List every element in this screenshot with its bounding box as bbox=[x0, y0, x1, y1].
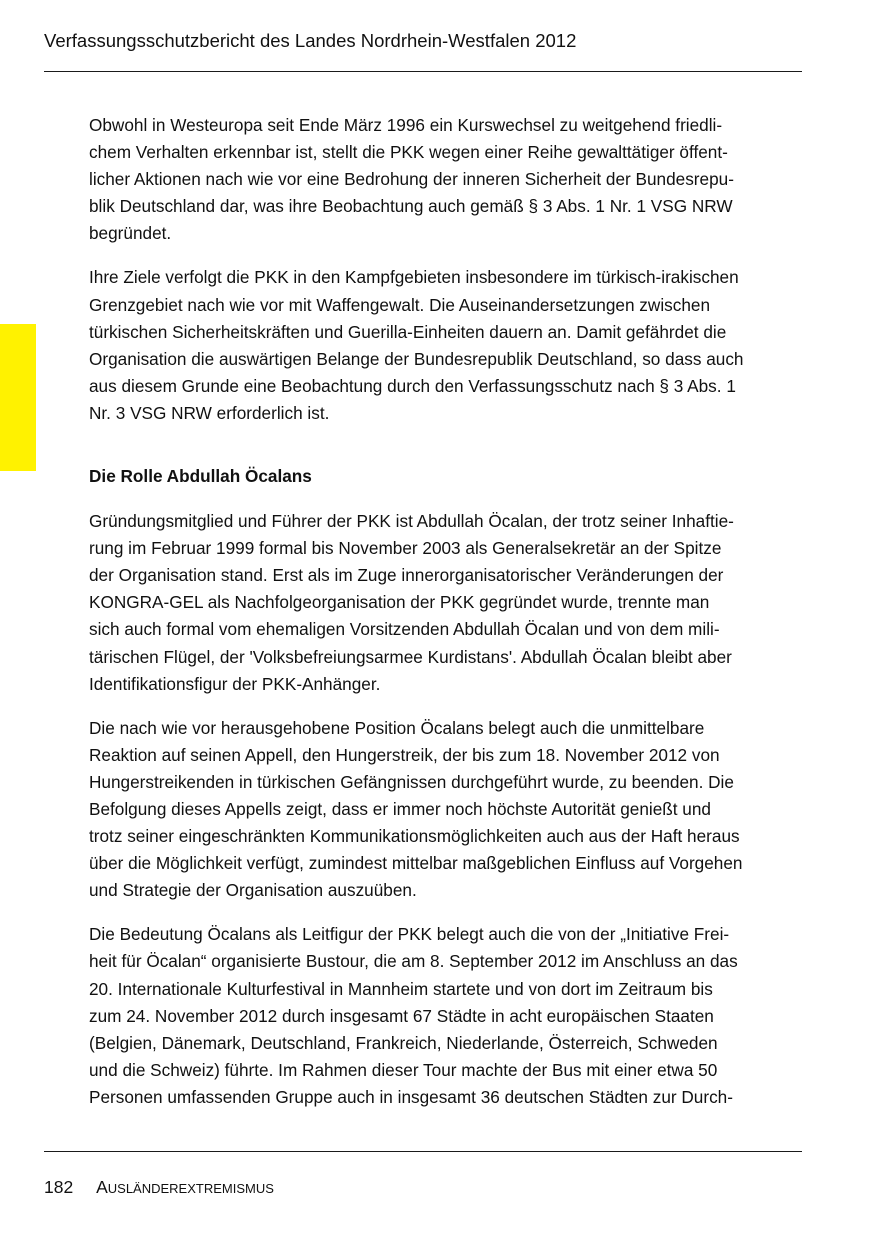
text-line: der Organisation stand. Erst als im Zuge innerorganisatorischer Veränderungen der bbox=[89, 565, 724, 586]
chapter-name bbox=[96, 1175, 274, 1201]
text-line: Die Bedeutung Öcalans als Leitfigur der PKK belegt auch die von der „Initiative Frei- bbox=[89, 924, 730, 945]
chapter-margin-marker bbox=[0, 324, 36, 471]
text-line: (Belgien, Dänemark, Deutschland, Frankreich, Niederlande, Österreich, Schweden bbox=[89, 1032, 718, 1053]
text-line: aus diesem Grunde eine Beobachtung durch den Verfassungsschutz nach § 3 Abs. 1 bbox=[89, 375, 736, 396]
text-line: Die nach wie vor herausgehobene Position Öcalans belegt auch die unmittelbare bbox=[89, 717, 705, 738]
page-number: 182 bbox=[44, 1177, 74, 1197]
text-line: über die Möglichkeit verfügt, zumindest mittelbar maßgeblichen Einfluss auf Vorgehen bbox=[89, 853, 743, 874]
running-header-title: Verfassungsschutzbericht des Landes Nordrhein-Westfalen 2012 bbox=[44, 30, 577, 51]
chapter-name-rest: USLÄNDEREXTREMISMUS bbox=[107, 1181, 274, 1196]
text-line: Hungerstreikenden in türkischen Gefängnissen durchgeführt wurde, zu beenden. Die bbox=[89, 771, 734, 792]
text-line: rung im Februar 1999 formal bis November 2003 als Generalsekretär an der Spitze bbox=[89, 538, 722, 559]
paragraph bbox=[89, 112, 803, 247]
paragraph bbox=[89, 921, 803, 1111]
text-line: Personen umfassenden Gruppe auch in insgesamt 36 deutschen Städten zur Durch- bbox=[89, 1086, 733, 1107]
text-line: Nr. 3 VSG NRW erforderlich ist. bbox=[89, 402, 330, 423]
text-line: heit für Öcalan“ organisierte Bustour, die am 8. September 2012 im Anschluss an das bbox=[89, 951, 738, 972]
text-line: Reaktion auf seinen Appell, den Hungerstreik, der bis zum 18. November 2012 von bbox=[89, 744, 720, 765]
text-line: begründet. bbox=[89, 223, 172, 244]
text-line: zum 24. November 2012 durch insgesamt 67 Städte in acht europäischen Staaten bbox=[89, 1005, 714, 1026]
text-line: und Strategie der Organisation auszuüben. bbox=[89, 880, 417, 901]
section-heading: Die Rolle Abdullah Öcalans bbox=[89, 466, 312, 487]
text-line: Ihre Ziele verfolgt die PKK in den Kampfgebieten insbesondere im türkisch-irakischen bbox=[89, 267, 739, 288]
text-line: trotz seiner eingeschränkten Kommunikationsmöglichkeiten auch aus der Haft heraus bbox=[89, 826, 740, 847]
header-divider bbox=[44, 71, 802, 72]
footer-divider bbox=[44, 1151, 802, 1152]
paragraph bbox=[89, 264, 803, 427]
text-line: türkischen Sicherheitskräften und Guerilla-Einheiten dauern an. Damit gefährdet die bbox=[89, 321, 727, 342]
text-line: 20. Internationale Kulturfestival in Mannheim startete und von dort im Zeitraum bis bbox=[89, 978, 713, 999]
text-line: Identifikationsfigur der PKK-Anhänger. bbox=[89, 673, 381, 694]
text-line: sich auch formal vom ehemaligen Vorsitzenden Abdullah Öcalan und von dem mili- bbox=[89, 619, 720, 640]
text-line: licher Aktionen nach wie vor eine Bedrohung der inneren Sicherheit der Bundesrepu- bbox=[89, 169, 734, 190]
text-line: chem Verhalten erkennbar ist, stellt die PKK wegen einer Reihe gewalttätiger öffent- bbox=[89, 142, 728, 163]
paragraph bbox=[89, 715, 803, 905]
text-line: tärischen Flügel, der 'Volksbefreiungsarmee Kurdistans'. Abdullah Öcalan bleibt aber bbox=[89, 646, 732, 667]
text-line: Obwohl in Westeuropa seit Ende März 1996 ein Kurswechsel zu weitgehend friedli- bbox=[89, 115, 723, 135]
text-line: und die Schweiz) führte. Im Rahmen dieser Tour machte der Bus mit einer etwa 50 bbox=[89, 1059, 718, 1080]
page-body bbox=[89, 112, 803, 1128]
text-line: Gründungsmitglied und Führer der PKK ist Abdullah Öcalan, der trotz seiner Inhaftie- bbox=[89, 511, 734, 532]
chapter-name-initial: A bbox=[96, 1177, 108, 1197]
text-line: Grenzgebiet nach wie vor mit Waffengewalt. Die Auseinandersetzungen zwischen bbox=[89, 294, 710, 315]
text-line: Befolgung dieses Appells zeigt, dass er immer noch höchste Autorität genießt und bbox=[89, 798, 711, 819]
text-line: blik Deutschland dar, was ihre Beobachtung auch gemäß § 3 Abs. 1 Nr. 1 VSG NRW bbox=[89, 196, 733, 217]
page-footer bbox=[44, 1175, 274, 1201]
text-line: Organisation die auswärtigen Belange der Bundesrepublik Deutschland, so dass auch bbox=[89, 348, 744, 369]
text-line: KONGRA-GEL als Nachfolgeorganisation der PKK gegründet wurde, trennte man bbox=[89, 592, 710, 613]
paragraph bbox=[89, 508, 803, 698]
